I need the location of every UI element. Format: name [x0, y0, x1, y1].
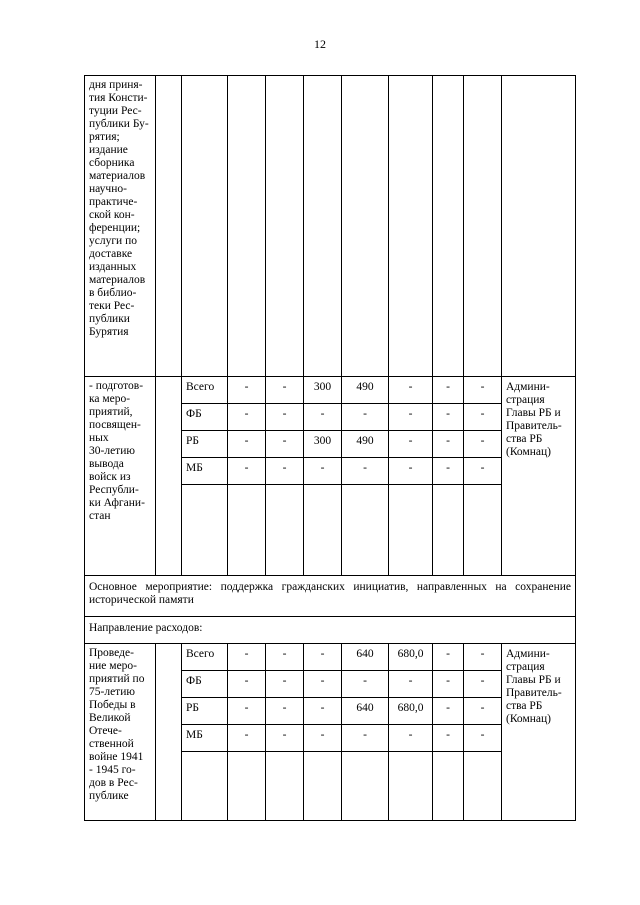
empty-cell: [182, 485, 228, 576]
value-cell: -: [433, 404, 464, 431]
empty-cell: [182, 76, 228, 377]
value-cell: -: [266, 431, 304, 458]
page-number: 12: [314, 37, 326, 51]
empty-cell: [389, 485, 433, 576]
value-cell: -: [389, 431, 433, 458]
value-cell: -: [266, 404, 304, 431]
executor: Админи- страция Главы РБ и Правитель- ства РБ (Комнац): [502, 377, 576, 576]
activity-name: - подготов- ка меро- приятий, посвящен- ных 30-летию вывода войск из Республи- ки Афгани- стан: [85, 377, 156, 576]
empty-cell: [266, 485, 304, 576]
value-cell: -: [464, 671, 502, 698]
empty-cell: [304, 485, 342, 576]
value-cell: -: [266, 725, 304, 752]
funding-source: МБ: [182, 458, 228, 485]
executor: Админи- страция Главы РБ и Правитель- ства РБ (Комнац): [502, 644, 576, 821]
value-cell: -: [228, 698, 266, 725]
activity-name: Проведе- ние меро- приятий по 75-летию Победы в Великой Отече- ственной войне 1941 - 1945 го- дов в Рес- публике: [85, 644, 156, 821]
empty-cell: [464, 485, 502, 576]
value-cell: -: [433, 698, 464, 725]
table-row: [85, 576, 576, 617]
funding-source: Всего: [182, 644, 228, 671]
funding-source: ФБ: [182, 404, 228, 431]
table-row: [85, 644, 576, 671]
empty-cell: [433, 485, 464, 576]
value-cell: -: [342, 404, 389, 431]
value-cell: -: [228, 725, 266, 752]
empty-cell: [433, 752, 464, 821]
empty-cell: [389, 76, 433, 377]
value-cell: 640: [342, 644, 389, 671]
empty-cell: [304, 76, 342, 377]
value-cell: -: [266, 644, 304, 671]
value-cell: -: [228, 431, 266, 458]
value-cell: 300: [304, 377, 342, 404]
value-cell: -: [464, 725, 502, 752]
empty-cell: [156, 76, 182, 377]
value-cell: -: [342, 671, 389, 698]
empty-cell: [182, 752, 228, 821]
empty-cell: [228, 485, 266, 576]
value-cell: -: [266, 377, 304, 404]
empty-cell: [464, 752, 502, 821]
expense-direction: Направление расходов:: [85, 617, 576, 644]
value-cell: -: [304, 698, 342, 725]
value-cell: 680,0: [389, 644, 433, 671]
empty-cell: [266, 76, 304, 377]
empty-cell: [228, 76, 266, 377]
empty-cell: [464, 76, 502, 377]
value-cell: -: [433, 377, 464, 404]
value-cell: -: [304, 725, 342, 752]
value-cell: -: [389, 404, 433, 431]
value-cell: -: [433, 644, 464, 671]
main-activity: Основное мероприятие: поддержка гражданских инициатив, направленных на сохранение исторической памяти: [85, 576, 576, 617]
value-cell: -: [228, 671, 266, 698]
empty-cell: [156, 644, 182, 821]
value-cell: -: [464, 404, 502, 431]
value-cell: -: [304, 644, 342, 671]
value-cell: -: [433, 725, 464, 752]
value-cell: 300: [304, 431, 342, 458]
empty-cell: [389, 752, 433, 821]
value-cell: -: [304, 671, 342, 698]
value-cell: 640: [342, 698, 389, 725]
value-cell: 490: [342, 431, 389, 458]
value-cell: -: [464, 644, 502, 671]
value-cell: -: [228, 644, 266, 671]
value-cell: -: [342, 458, 389, 485]
value-cell: -: [464, 698, 502, 725]
value-cell: -: [433, 671, 464, 698]
value-cell: 680,0: [389, 698, 433, 725]
empty-cell: [266, 752, 304, 821]
value-cell: -: [433, 458, 464, 485]
value-cell: -: [228, 458, 266, 485]
value-cell: -: [389, 725, 433, 752]
value-cell: -: [389, 377, 433, 404]
value-cell: -: [464, 431, 502, 458]
table-row: [85, 76, 576, 377]
empty-cell: [156, 377, 182, 576]
activity-description: дня приня- тия Консти- туции Рес- публики Бу- рятия; издание сборника материалов научно- практиче- ской кон- ференции; услуги по доставке изданных материалов в библио- теки Рес- публики Бурятия: [85, 76, 156, 377]
empty-cell: [502, 76, 576, 377]
value-cell: -: [304, 458, 342, 485]
funding-source: РБ: [182, 431, 228, 458]
empty-cell: [228, 752, 266, 821]
empty-cell: [342, 76, 389, 377]
funding-source: РБ: [182, 698, 228, 725]
value-cell: -: [266, 458, 304, 485]
funding-source: Всего: [182, 377, 228, 404]
value-cell: -: [304, 404, 342, 431]
funding-source: ФБ: [182, 671, 228, 698]
funding-source: МБ: [182, 725, 228, 752]
value-cell: -: [433, 431, 464, 458]
empty-cell: [433, 76, 464, 377]
value-cell: -: [342, 725, 389, 752]
empty-cell: [342, 485, 389, 576]
empty-cell: [342, 752, 389, 821]
table-row: [85, 377, 576, 404]
value-cell: -: [389, 671, 433, 698]
table-row: [85, 617, 576, 644]
empty-cell: [304, 752, 342, 821]
value-cell: -: [266, 671, 304, 698]
value-cell: -: [266, 698, 304, 725]
value-cell: -: [228, 377, 266, 404]
value-cell: -: [228, 404, 266, 431]
program-table: [84, 75, 576, 821]
value-cell: -: [389, 458, 433, 485]
value-cell: 490: [342, 377, 389, 404]
value-cell: -: [464, 458, 502, 485]
value-cell: -: [464, 377, 502, 404]
